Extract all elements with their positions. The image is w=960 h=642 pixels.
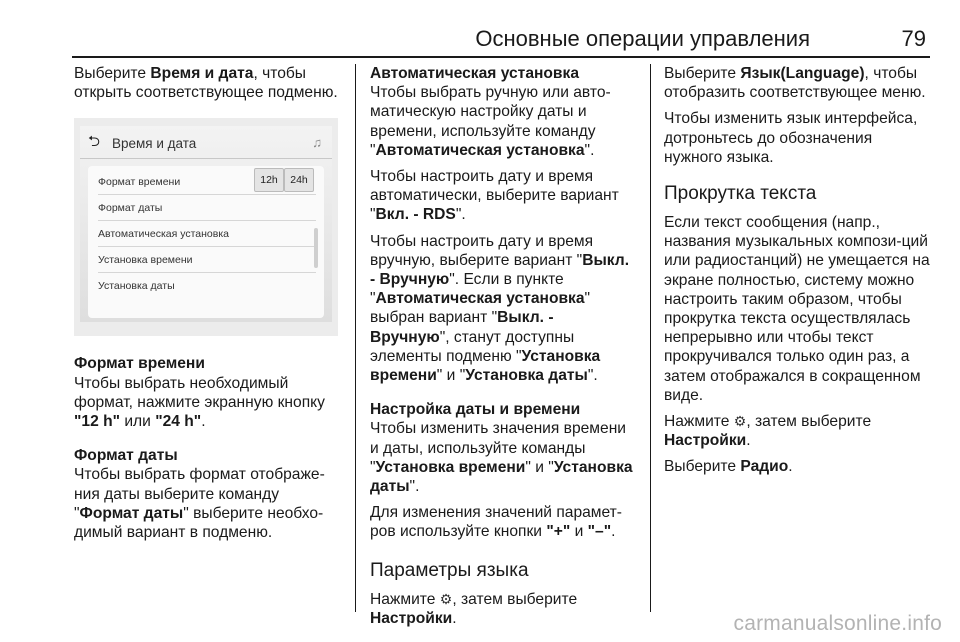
paragraph: Для изменения значений парамет-ров используйте кнопки "+" и "–". (370, 504, 622, 541)
btn-24h[interactable]: 24h (284, 168, 314, 192)
column-3 (664, 64, 930, 484)
paragraph: Выберите Язык(Language), чтобы отобразить соответствующее меню. (664, 65, 926, 102)
screen-title: Время и дата (112, 136, 197, 152)
music-note-icon: ♫ (312, 135, 322, 151)
paragraph: Чтобы выбрать необходимый формат, нажмите экранную кнопку "12 h" или "24 h". (74, 374, 325, 431)
paragraph: Чтобы выбрать формат отображе-ния даты выберите команду "Формат даты" выберите необхо-димый вариант в подменю. (74, 466, 325, 542)
scrollbar[interactable] (314, 228, 318, 268)
paragraph: Чтобы выбрать ручную или авто-матическую настройку даты и времени, используйте команду "Автоматическая установка". (370, 84, 611, 159)
heading-date-time-setup: Настройка даты и времени (370, 401, 581, 419)
settings-icon: ⚙ (733, 413, 747, 430)
watermark: carmanualsonline.info (733, 612, 942, 635)
column-1 (74, 64, 342, 549)
page-number: 79 (901, 26, 926, 51)
back-arrow-icon[interactable]: ⮌ (88, 133, 101, 151)
heading-language: Параметры языка (370, 559, 529, 581)
paragraph: Нажмите ⚙, затем выберите Настройки. (664, 413, 872, 450)
column-divider (355, 64, 356, 612)
screen-menu (88, 166, 324, 318)
paragraph: Чтобы изменить язык интерфейса, дотроньтесь до обозначения нужного языка. (664, 110, 918, 166)
heading-date-format: Формат даты (74, 447, 178, 465)
btn-12h[interactable]: 12h (254, 168, 284, 192)
settings-icon: ⚙ (439, 590, 453, 607)
intro-paragraph: Выберите Время и дата, чтобы открыть соответствующее подменю. (74, 65, 338, 102)
paragraph: Чтобы настроить дату и время вручную, выберите вариант "Выкл. - Вручную". Если в пункте "Автоматическая установка" выбран вариант "Выкл. - Вручную", станут доступны элементы подменю "Установка времени" и "Установка даты". (370, 232, 630, 385)
paragraph: Чтобы настроить дату и время автоматически, выберите вариант "Вкл. - RDS". (370, 168, 619, 224)
page-header (72, 22, 930, 58)
paragraph: Чтобы изменить значения времени и даты, используйте команды "Установка времени" и "Установка даты". (370, 420, 633, 496)
screen-image (74, 118, 338, 336)
menu-item-auto-set[interactable]: Автоматическая установка (98, 222, 316, 247)
heading-text-scroll: Прокрутка текста (664, 183, 817, 205)
column-divider (650, 64, 651, 612)
paragraph: Если текст сообщения (напр., названия музыкальных компози-ций или радиостанций) не умещается на экране полностью, систему можно настроить таким образом, чтобы прокрутка текста осуществлялась непрерывно или чтобы текст прокручивался только один раз, а затем отображался в сокращенном виде. (664, 214, 930, 404)
menu-item-set-date[interactable]: Установка даты (98, 280, 175, 293)
menu-item-set-time[interactable]: Установка времени (98, 248, 316, 273)
paragraph: Нажмите ⚙, затем выберите Настройки. (370, 590, 578, 627)
menu-item-date-format[interactable]: Формат даты (98, 196, 316, 221)
menu-item-time-format[interactable]: Формат времени 12h 24h (98, 170, 316, 195)
screen-display (80, 126, 332, 322)
paragraph: Выберите Радио. (664, 458, 793, 476)
column-2 (370, 64, 636, 635)
heading-auto-set: Автоматическая установка (370, 65, 579, 82)
page-title: Основные операции управления (475, 26, 810, 51)
screen-header (80, 126, 332, 159)
heading-time-format: Формат времени (74, 355, 205, 373)
header-rule (72, 56, 930, 58)
